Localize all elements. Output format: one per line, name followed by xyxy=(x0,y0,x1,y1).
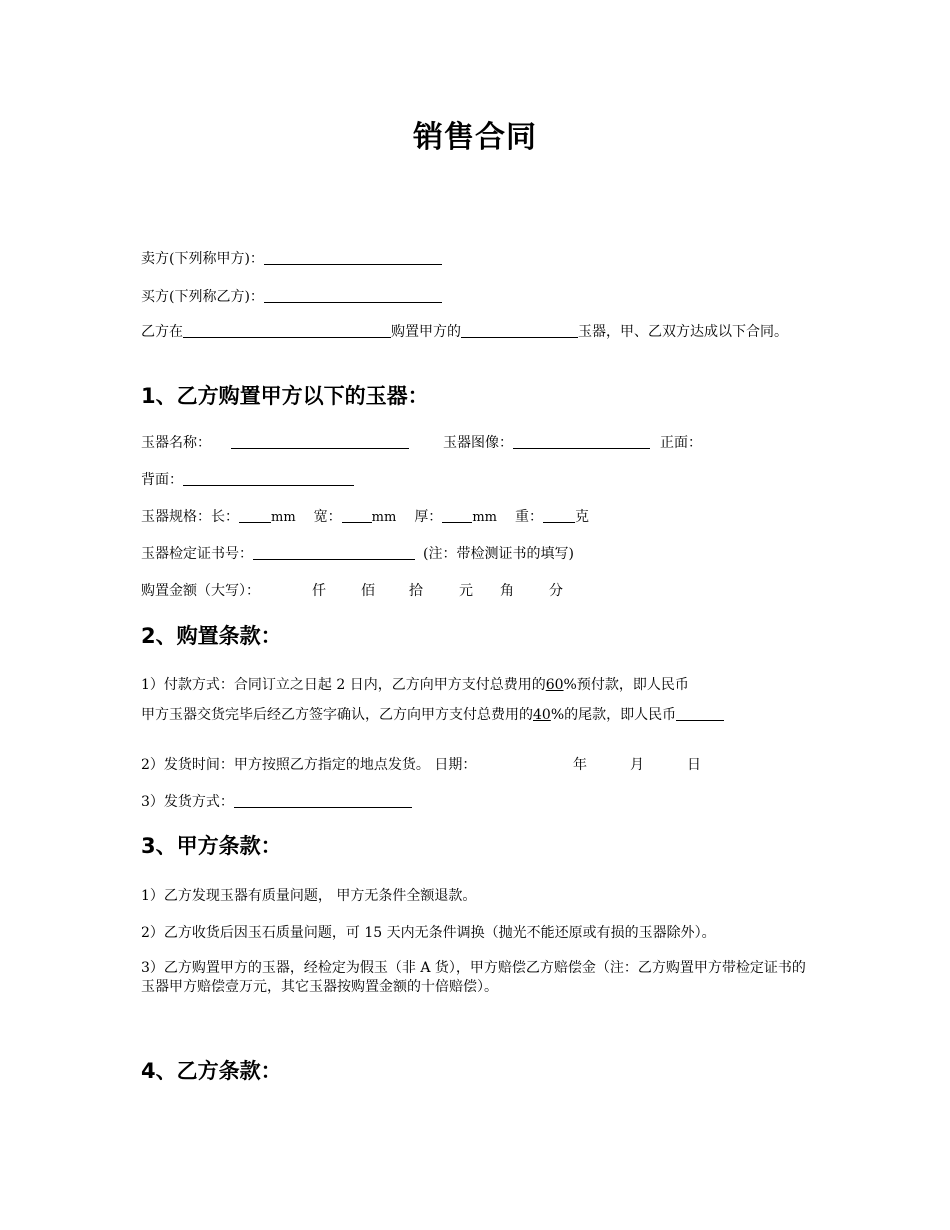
jade-name-label: 玉器名称： xyxy=(141,435,211,451)
jade-image-blank[interactable] xyxy=(513,434,650,449)
unit-mm-3: mm xyxy=(472,510,497,525)
payment-text-a: 1）付款方式：合同订立之日起 2 日内，乙方向甲方支付总费用的 xyxy=(141,677,546,693)
spec-thickness-label: 厚： xyxy=(414,509,443,525)
seller-line xyxy=(141,248,442,268)
weight-blank[interactable] xyxy=(543,508,575,523)
purchase-place-blank[interactable] xyxy=(183,323,391,338)
certificate-line xyxy=(141,543,574,563)
intro-text-3: 玉器，甲、乙双方达成以下合同。 xyxy=(578,324,788,340)
spec-width-label: 宽： xyxy=(313,509,342,525)
payment-line-2 xyxy=(141,704,724,724)
prepay-percent: 60 xyxy=(545,677,564,693)
back-blank[interactable] xyxy=(183,471,354,486)
jade-image-label: 玉器图像： xyxy=(443,435,513,451)
buyer-line xyxy=(141,286,442,306)
unit-mm-1: mm xyxy=(271,510,296,525)
spec-length-label: 玉器规格：长： xyxy=(141,509,239,525)
intro-text-2: 购置甲方的 xyxy=(391,324,461,340)
buyer-blank[interactable] xyxy=(264,288,442,303)
document-title: 销售合同 xyxy=(413,120,537,155)
final-amount-blank[interactable] xyxy=(676,706,724,721)
certificate-blank[interactable] xyxy=(253,545,415,560)
unit-shi: 拾 xyxy=(409,583,423,599)
seller-clause-1: 1）乙方发现玉器有质量问题， 甲方无条件全额退款。 xyxy=(141,888,477,904)
unit-jiao: 角 xyxy=(500,583,514,599)
date-month: 月 xyxy=(630,757,644,773)
buyer-label: 买方(下列称乙方)： xyxy=(141,289,264,305)
back-line xyxy=(141,469,354,489)
unit-qian: 仟 xyxy=(312,583,326,599)
unit-bai: 佰 xyxy=(361,583,375,599)
unit-fen: 分 xyxy=(549,583,563,599)
seller-clause-3: 3）乙方购置甲方的玉器，经检定为假玉（非 A 货），甲方赔偿乙方赔偿金（注：乙方购置甲方带检定证书的玉器甲方赔偿壹万元，其它玉器按购置金额的十倍赔偿）。 xyxy=(141,960,806,995)
amount-line xyxy=(141,580,563,600)
final-percent: 40 xyxy=(533,707,551,723)
date-year: 年 xyxy=(573,757,587,773)
seller-label: 卖方(下列称甲方)： xyxy=(141,251,264,267)
width-blank[interactable] xyxy=(342,508,372,523)
jade-type-blank[interactable] xyxy=(461,323,578,338)
ship-method-line xyxy=(141,791,412,811)
section2-heading: 2、购置条款： xyxy=(141,624,282,648)
seller-blank[interactable] xyxy=(264,250,442,265)
unit-yuan: 元 xyxy=(459,583,473,599)
date-day: 日 xyxy=(687,757,701,773)
intro-paragraph xyxy=(141,323,813,342)
payment-line-1 xyxy=(141,674,689,694)
ship-time-line xyxy=(141,754,701,774)
front-label: 正面： xyxy=(660,435,702,451)
certificate-note: (注：带检测证书的填写) xyxy=(423,546,574,562)
payment-text-d: %的尾款，即人民币 xyxy=(550,707,677,723)
spec-line xyxy=(141,506,589,526)
length-blank[interactable] xyxy=(239,508,271,523)
payment-text-c: 甲方玉器交货完毕后经乙方签字确认，乙方向甲方支付总费用的 xyxy=(141,707,533,723)
certificate-label: 玉器检定证书号： xyxy=(141,546,253,562)
jade-name-blank[interactable] xyxy=(231,434,409,449)
amount-label: 购置金额（大写）： xyxy=(141,583,260,599)
unit-mm-2: mm xyxy=(371,510,397,525)
ship-method-blank[interactable] xyxy=(234,793,412,808)
payment-text-b: %预付款，即人民币 xyxy=(563,677,689,693)
seller-clause-2: 2）乙方收货后因玉石质量问题，可 15 天内无条件调换（抛光不能还原或有损的玉器除外）。 xyxy=(141,925,716,941)
intro-text-1: 乙方在 xyxy=(141,324,183,340)
ship-method-label: 3）发货方式： xyxy=(141,794,234,810)
section4-heading: 4、乙方条款： xyxy=(141,1059,282,1083)
unit-gram: 克 xyxy=(574,509,589,525)
jade-name-line xyxy=(141,432,702,452)
back-label: 背面： xyxy=(141,472,183,488)
thickness-blank[interactable] xyxy=(442,508,472,523)
section3-heading: 3、甲方条款： xyxy=(141,834,282,858)
ship-time-text: 2）发货时间：甲方按照乙方指定的地点发货。 日期： xyxy=(141,757,477,773)
section1-heading: 1、乙方购置甲方以下的玉器： xyxy=(141,384,429,408)
spec-weight-label: 重： xyxy=(514,509,543,525)
